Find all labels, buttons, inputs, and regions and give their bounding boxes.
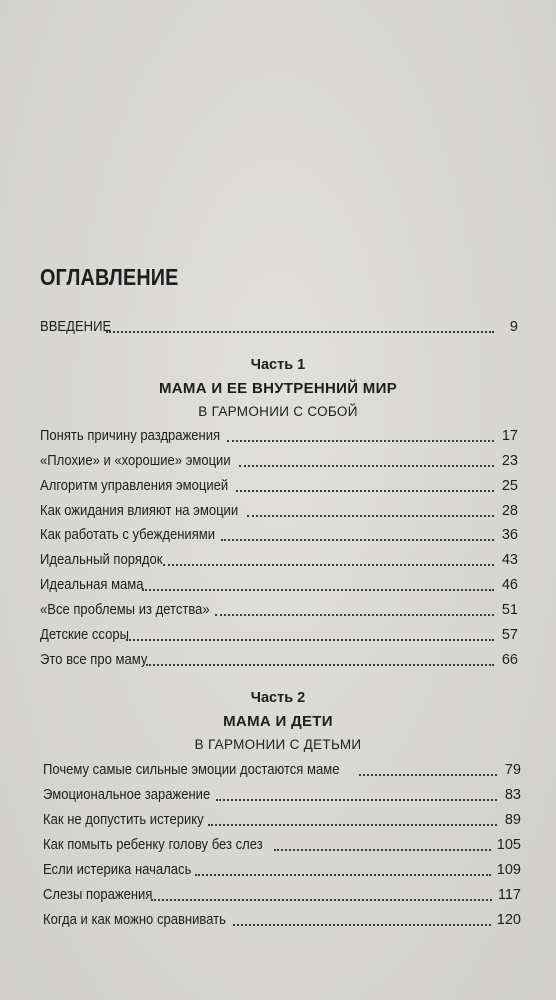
dot-leader	[142, 588, 494, 591]
toc-entry-page: 51	[501, 602, 518, 618]
toc-entry[interactable]	[43, 759, 521, 779]
toc-entry-page: 9	[509, 319, 518, 335]
toc-entry-intro[interactable]	[40, 316, 518, 336]
toc-entry-title: Почему самые сильные эмоции достаются маме	[43, 762, 340, 778]
toc-entry[interactable]	[43, 809, 521, 829]
toc-entry[interactable]	[43, 909, 521, 929]
dot-leader	[151, 898, 491, 901]
toc-entry[interactable]	[40, 549, 518, 569]
toc-entry-title: Понять причину раздражения	[40, 428, 221, 444]
toc-entry-page: 46	[501, 577, 518, 593]
toc-entry[interactable]	[40, 599, 518, 619]
dot-leader	[208, 823, 497, 826]
part-1-label: Часть 1	[250, 357, 306, 373]
toc-entry[interactable]	[40, 500, 518, 520]
dot-leader	[163, 563, 494, 566]
toc-entry[interactable]	[43, 784, 521, 804]
toc-entry-title: Если истерика началась	[43, 862, 192, 878]
dot-leader	[126, 638, 494, 641]
toc-entry-title: Детские ссоры	[40, 627, 130, 643]
toc-heading: ОГЛАВЛЕНИЕ	[40, 264, 179, 290]
part-2-subtitle: В ГАРМОНИИ С ДЕТЬМИ	[194, 737, 362, 752]
toc-entry-page: 89	[504, 812, 521, 828]
toc-entry-page: 117	[497, 887, 521, 903]
toc-entry-title: Как ожидания влияют на эмоции	[40, 503, 239, 519]
toc-entry-page: 25	[501, 478, 518, 494]
part-1-subtitle: В ГАРМОНИИ С СОБОЙ	[198, 404, 358, 419]
toc-entry-page: 57	[501, 627, 518, 643]
dot-leader	[216, 798, 497, 801]
toc-entry[interactable]	[40, 450, 518, 470]
toc-entry-page: 43	[501, 552, 518, 568]
toc-entry-title: «Плохие» и «хорошие» эмоции	[40, 453, 231, 469]
dot-leader	[227, 439, 494, 442]
toc-entry[interactable]	[43, 859, 521, 879]
toc-entry-title: Идеальный порядок	[40, 552, 163, 568]
dot-leader	[215, 613, 494, 616]
toc-entry-page: 105	[496, 837, 521, 853]
toc-entry-title: Идеальная мама	[40, 577, 144, 593]
toc-entry[interactable]	[40, 574, 518, 594]
toc-entry-page: 17	[501, 428, 518, 444]
part-2-label: Часть 2	[250, 690, 306, 706]
toc-entry-title: Слезы поражения	[43, 887, 153, 903]
toc-entry-page: 79	[504, 762, 521, 778]
dot-leader	[236, 489, 494, 492]
toc-entry-title: Алгоритм управления эмоцией	[40, 478, 229, 494]
part-2-title: МАМА И ДЕТИ	[223, 713, 333, 730]
toc-entry-title: Как не допустить истерику	[43, 812, 204, 828]
toc-entry[interactable]	[40, 624, 518, 644]
toc-entry-page: 23	[501, 453, 518, 469]
toc-entry-title: «Все проблемы из детства»	[40, 602, 210, 618]
dot-leader	[239, 464, 494, 467]
toc-entry-title: Когда и как можно сравнивать	[43, 912, 226, 928]
dot-leader	[247, 514, 494, 517]
toc-entry-page: 109	[496, 862, 521, 878]
dot-leader	[195, 873, 491, 876]
toc-entry-page: 66	[501, 652, 518, 668]
toc-entry[interactable]	[40, 524, 518, 544]
dot-leader	[233, 923, 491, 926]
toc-entry-title: ВВЕДЕНИЕ	[40, 319, 112, 335]
toc-entry-page: 36	[501, 527, 518, 543]
dot-leader	[146, 663, 494, 666]
dot-leader	[274, 848, 491, 851]
toc-entry-title: Как работать с убеждениями	[40, 527, 216, 543]
dot-leader	[106, 330, 494, 333]
dot-leader	[221, 538, 494, 541]
toc-entry-title: Эмоциональное заражение	[43, 787, 211, 803]
toc-entry[interactable]	[40, 425, 518, 445]
toc-entry[interactable]	[40, 649, 518, 669]
toc-entry-title: Как помыть ребенку голову без слез	[43, 837, 263, 853]
dot-leader	[359, 773, 497, 776]
toc-entry[interactable]	[43, 834, 521, 854]
toc-entry-title: Это все про маму	[40, 652, 148, 668]
toc-entry-page: 28	[501, 503, 518, 519]
toc-entry[interactable]	[43, 884, 521, 904]
toc-entry[interactable]	[40, 475, 518, 495]
toc-entry-page: 83	[504, 787, 521, 803]
part-1-title: МАМА И ЕЕ ВНУТРЕННИЙ МИР	[159, 380, 397, 397]
toc-entry-page: 120	[496, 912, 521, 928]
